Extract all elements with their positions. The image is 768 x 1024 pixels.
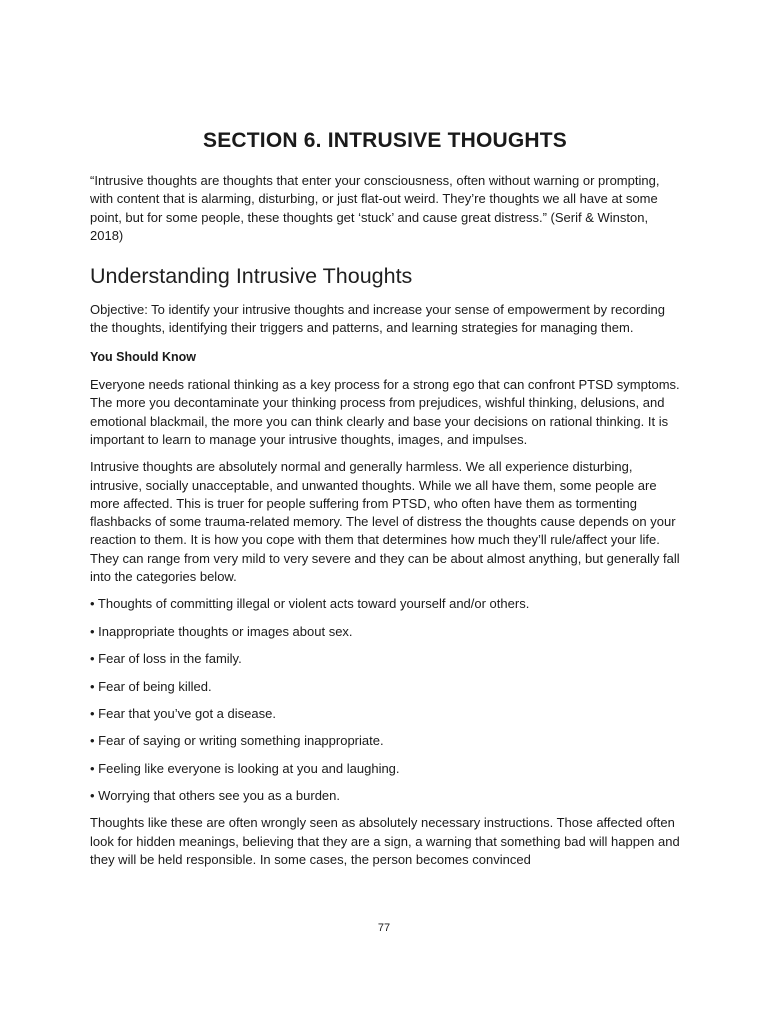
body-paragraph-1: Everyone needs rational thinking as a key process for a strong ego that can confront PTSD symptoms. The more you decontaminate your thinking process from prejudices, wishful thinking, delusions, and emotional blackmail, the more you can think clearly and base your decisions on rational thinking. It is important to learn to manage your intrusive thoughts, images, and impulses. <box>90 377 680 447</box>
subheading: Understanding Intrusive Thoughts <box>90 264 413 289</box>
list-item: • Inappropriate thoughts or images about sex. <box>90 623 353 639</box>
list-item: • Fear that you’ve got a disease. <box>90 705 276 721</box>
page-number: 77 <box>377 922 391 934</box>
section-title: SECTION 6. INTRUSIVE THOUGHTS <box>203 129 567 152</box>
list-item: • Fear of saying or writing something inappropriate. <box>90 733 384 749</box>
you-should-know-heading: You Should Know <box>90 349 196 364</box>
category-list <box>90 595 680 805</box>
body-paragraph-2: Intrusive thoughts are absolutely normal and generally harmless. We all experience disturbing, intrusive, socially unacceptable, and unwanted thoughts. While we all have them, some people are more affected. This is truer for people suffering from PTSD, who often have them as tormenting flashbacks of some trauma-related memory. The level of distress the thoughts cause depends on your reaction to them. It is how you cope with them that determines how much they’ll rule/affect your life. They can range from very mild to very severe and they can be about almost anything, but generally fall into the categories below. <box>90 459 680 585</box>
list-item: • Fear of loss in the family. <box>90 651 242 667</box>
intro-quote: “Intrusive thoughts are thoughts that enter your consciousness, often without warning or prompting, with content that is alarming, disturbing, or just flat-out weird. They’re thoughts we all have at some point, but for some people, these thoughts get ‘stuck’ and cause great distress.” (Serif & Winston, 2018) <box>90 173 660 243</box>
page-content <box>90 126 680 878</box>
body-paragraph-3: Thoughts like these are often wrongly seen as absolutely necessary instructions. Those affected often look for hidden meanings, believing that they are a sign, a warning that something bad will happen and they will be held responsible. In some cases, the person becomes convinced <box>90 815 680 868</box>
list-item: • Feeling like everyone is looking at you and laughing. <box>90 760 400 776</box>
list-item: • Thoughts of committing illegal or violent acts toward yourself and/or others. <box>90 596 530 612</box>
list-item: • Worrying that others see you as a burden. <box>90 788 341 804</box>
list-item: • Fear of being killed. <box>90 678 212 694</box>
objective-text: Objective: To identify your intrusive thoughts and increase your sense of empowerment by recording the thoughts, identifying their triggers and patterns, and learning strategies for managing them. <box>90 302 665 336</box>
